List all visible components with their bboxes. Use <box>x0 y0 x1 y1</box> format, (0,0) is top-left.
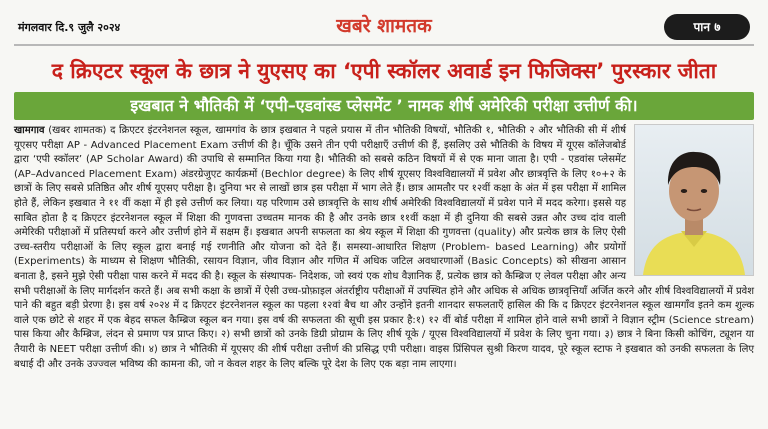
headline: द क्रिएटर स्कूल के छात्र ने युएसए का ‘एपी स्कॉलर अवार्ड इन फिजिक्स’ पुरस्कार जीता <box>51 59 717 83</box>
article-body <box>14 124 754 424</box>
subheadline-band: इखबात ने भौतिकी में ‘एपी–एडवांस्ड प्लेसमेंट ’ नामक शीर्ष अमेरिकी परीक्षा उत्तीर्ण की। <box>14 92 754 120</box>
article-dateline: खामगाव <box>14 125 45 136</box>
issue-date: मंगलवार दि.९ जुलै २०२४ <box>18 21 121 34</box>
student-portrait-icon <box>635 125 753 275</box>
page-number-badge: पान ७ <box>664 14 750 40</box>
newspaper-title: खबरे शामतक <box>336 15 432 37</box>
article-text: (खबर शामतक) द क्रिएटर इंटरनेशनल स्कूल, खामगांव के छात्र इखबात ने पहले प्रयास में तीन भौतिकी विषयों, भौतिकी १, भौतिकी २ और भौतिकी सी में शीर्ष यूएसए परीक्षा AP - Advanced Placement Exam उत्तीर्ण की है। चूँकि उसने तीन एपी परीक्षाएँ उत्तीर्ण की हैं, इसलिए उसे भौतिकी के विषय में यूएस कॉलेजबोर्ड द्वारा ‘एपी स्कॉलर’ (AP Scholar Award) की उपाधि से सम्मानित किया गया है। भौतिकी को सबसे कठिन विषयों में से एक माना जाता है। एपी - एडवांस प्लेसमेंट (AP–Advanced Placement Exam) अंडरग्रेजुएट कार्यक्रमों (Bechlor degree) के लिए शीर्ष यूएसए विश्वविद्यालयों में प्रवेश और छात्रवृत्ति के लिए १०+२ के छात्रों के लिए सबसे प्रतिष्ठित और शीर्ष यूएसए परीक्षा है। दुनिया भर से लाखों छात्र इस परीक्षा में भाग लेते हैं। छात्र आमतौर पर १२वीं कक्षा के अंत में इस परीक्षा में शामिल होते हैं, लेकिन इखबात ने ११ वीं कक्षा में ही इसे उत्तीर्ण कर लिया। यह परिणाम उसे छात्रवृत्ति के साथ शीर्ष अमेरिकी विश्वविद्यालयों में प्रवेश पाने में मदद करेगा। इससे यह साबित होता है द क्रिएटर इंटरनेशनल स्कूल में शिक्षा की गुणवत्ता उच्चतम मानक की है और उनके छात्र ११वीं कक्षा में ही दुनिया की सबसे उन्नत और उच्च दांव वाली अमेरिकी परीक्षाओं में प्रतिस्पर्धा करने और उत्तीर्ण होने में सक्षम हैं। इखबात अपनी सफलता का श्रेय स्कूल में शिक्षा की गुणवत्ता (quality) और प्रत्येक छात्र के लिए ऐसी उच्च-स्तरीय परीक्षाओं के लिए स्कूल द्वारा बनाई गई रणनीति और योजना को देते हैं। समस्या-आधारित शिक्षण (Problem- based Learning) और प्रयोगों (Experiments) के माध्यम से शिक्षण भौतिकी, रसायन विज्ञान, जीव विज्ञान और गणित में अधिक जटिल अवधारणाओं (Basic Concepts) को सीखना आसान बनाता है, इसने मुझे ऐसी परीक्षा पास करने में मदद की है। स्कूल के संस्थापक- निदेशक, जो स्वयं एक शोध वैज्ञानिक हैं, प्रत्येक छात्र को कैम्ब्रिज ए लेवल परीक्षा और अन्य सभी परीक्षाओं के लिए मार्गदर्शन करते हैं। अब सभी कक्षा के छात्रों में ऐसी उच्च-प्रोफ़ाइल अंतर्राष्ट्रीय परीक्षाओं में उपस्थित होने और अधिक से अधिक छात्रवृत्तियाँ अर्जित करने और शीर्ष विश्वविद्यालयों में प्रवेश पाने की बहुत बड़ी प्रेरणा है। इस वर्ष २०२४ में द क्रिएटर इंटरनेशनल स्कूल का पहला १२वां बैच था और उन्होंने इतनी शानदार सफलताएँ हासिल की कि द क्रिएटर इंटरनेशनल स्कूल खामगाँव इतने कम शुल्क वाले एक छोटे से शहर में एक बेहद सफल कैम्ब्रिज स्कूल बन गया। इस वर्ष की सफलता की सूची इस प्रकार है:१) १२ वीं बोर्ड परीक्षा में शामिल होने वाले सभी छात्रों ने विज्ञान स्ट्रीम (Science stream) पास किया और कैम्ब्रिज, लंदन से प्रमाण पत्र प्राप्त किए। २) सभी छात्रों को उनके डिग्री प्रोग्राम के लिए शीर्ष यूके / यूएस विश्वविद्यालयों में प्रवेश के लिए चुना गया। ३) छात्र ने बिना किसी कोचिंग, ट्यूशन या तैयारी के NEET परीक्षा उत्तीर्ण की। ४) छात्र ने भौतिकी में यूएसए की शीर्ष परीक्षा उत्तीर्ण की प्रसिद्ध एपी परीक्षा। वाइस प्रिंसिपल सुश्री किरण यादव, पूरे स्कूल स्टाफ ने इखबात को उनकी सफलता के लिए बधाई दी और उनके उज्ज्वल भविष्य की कामना की, जो न केवल शहर के लिए बल्कि पूरे देश के लिए एक बड़ा नाम लाएगा। <box>14 125 754 370</box>
student-photo <box>634 124 754 276</box>
masthead-divider <box>14 44 754 46</box>
masthead <box>0 0 768 46</box>
